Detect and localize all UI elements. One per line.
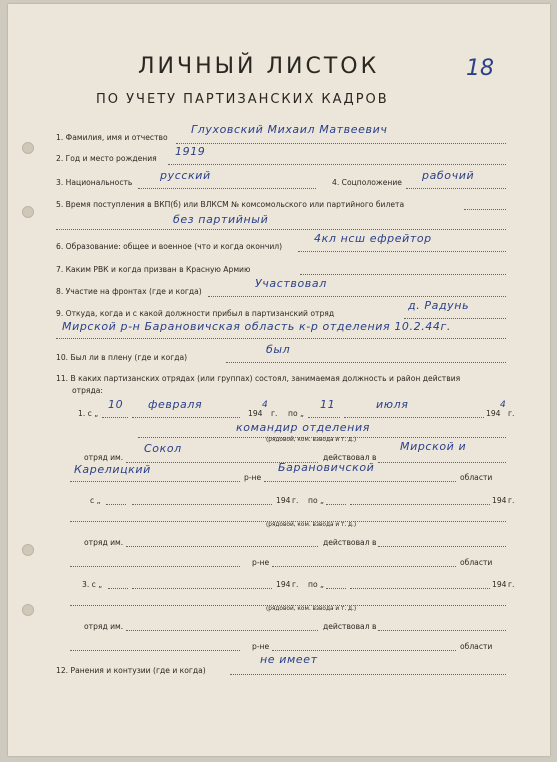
row3-oblast-label: области — [460, 642, 493, 651]
row3-deistvoval-label: действовал в — [323, 622, 377, 631]
field-11-label-cont: отряда: — [72, 386, 103, 395]
field-11-label: 11. В каких партизанских отрядах (или группах) состоял, занимаемая должность и район действия — [56, 374, 461, 383]
row2-num: с „ — [90, 496, 101, 505]
dotted-line — [56, 229, 506, 230]
field-8-value: Участвовал — [255, 277, 327, 290]
row2-po: по „ — [308, 496, 324, 505]
row1-district-value: Карелицкий — [74, 463, 151, 476]
field-12-label: 12. Ранения и контузии (где и когда) — [56, 666, 206, 675]
field-2-value: 1919 — [175, 145, 206, 158]
dotted-line — [70, 650, 240, 651]
field-1-value: Глуховский Михаил Матвеевич — [191, 123, 388, 136]
row1-day-to: 11 — [320, 398, 336, 411]
field-5-value: без партийный — [173, 213, 269, 226]
dotted-line — [132, 504, 272, 505]
dotted-line — [378, 630, 506, 631]
dotted-line — [326, 504, 346, 505]
form-title: ЛИЧНЫЙ ЛИСТОК — [138, 54, 380, 79]
dotted-line — [308, 417, 340, 418]
field-10-label: 10. Был ли в плену (где и когда) — [56, 353, 188, 362]
row1-rne-label: р-не — [244, 473, 262, 482]
row3-year-to: 194 — [492, 580, 507, 589]
row1-year-to-prefix: 194 — [486, 409, 501, 418]
row1-month-to: июля — [376, 398, 409, 411]
row2-deistvoval-label: действовал в — [323, 538, 377, 547]
field-4-value: рабочий — [422, 169, 475, 182]
dotted-line — [464, 209, 506, 210]
dotted-line — [102, 417, 128, 418]
row1-oblast-label: области — [460, 473, 493, 482]
row1-year-label: г. — [271, 409, 278, 418]
row3-year-from-label: г. — [292, 580, 299, 589]
field-9-value-2: Мирской р-н Барановичская область к-р отделения 10.2.44г. — [62, 320, 451, 333]
dotted-line — [378, 462, 506, 463]
row3-year-to-label: г. — [508, 580, 515, 589]
handwritten-number: 18 — [466, 56, 494, 81]
dotted-line — [126, 546, 318, 547]
dotted-line — [272, 566, 456, 567]
dotted-line — [264, 481, 456, 482]
dotted-line — [300, 274, 506, 275]
field-9-value-1: д. Радунь — [408, 299, 470, 312]
dotted-line — [378, 546, 506, 547]
dotted-line — [168, 164, 506, 165]
field-6-value: 4кл нсш ефрейтор — [314, 232, 432, 245]
row2-otryad-label: отряд им. — [84, 538, 124, 547]
punch-hole — [22, 206, 34, 218]
dotted-line — [126, 630, 318, 631]
field-4-label: 4. Соцположение — [332, 178, 402, 187]
row2-position-caption: (рядовой, ком. взвода и т. д.) — [266, 522, 357, 528]
row3-num: 3. с „ — [82, 580, 103, 589]
dotted-line — [70, 566, 240, 567]
row1-month-from: февраля — [148, 398, 203, 411]
row1-position-caption: (рядовой, ком. взвода и т. д.) — [266, 437, 357, 443]
row1-year-from-prefix: 194 — [248, 409, 263, 418]
form-subtitle: ПО УЧЕТУ ПАРТИЗАНСКИХ КАДРОВ — [96, 92, 389, 107]
row2-year-from-label: г. — [292, 496, 299, 505]
row1-po: по „ — [288, 409, 304, 418]
row2-year-to-label: г. — [508, 496, 515, 505]
row3-otryad-label: отряд им. — [84, 622, 124, 631]
dotted-line — [138, 188, 316, 189]
punch-hole — [22, 604, 34, 616]
row2-rne-label: р-не — [252, 558, 270, 567]
row3-rne-label: р-не — [252, 642, 270, 651]
dotted-line — [108, 588, 128, 589]
field-10-value: был — [266, 343, 291, 356]
row3-year-from: 194 — [276, 580, 291, 589]
field-2-label: 2. Год и место рождения — [56, 154, 157, 163]
form-sheet — [8, 4, 550, 756]
field-1-label: 1. Фамилия, имя и отчество — [56, 133, 168, 142]
dotted-line — [176, 143, 506, 144]
row1-oblast-value: Барановичской — [278, 461, 375, 474]
field-3-value: русский — [160, 169, 211, 182]
row3-po: по „ — [308, 580, 324, 589]
row1-deistvoval-value: Мирской и — [400, 440, 467, 453]
punch-hole — [22, 544, 34, 556]
row1-otryad-value: Сокол — [144, 442, 182, 455]
row1-year-to-suffix: 4 — [500, 400, 507, 410]
row1-num: 1. с „ — [78, 409, 99, 418]
punch-hole — [22, 142, 34, 154]
dotted-line — [298, 251, 506, 252]
row2-year-to: 194 — [492, 496, 507, 505]
dotted-line — [56, 338, 506, 339]
field-5-label: 5. Время поступления в ВКП(б) или ВЛКСМ № комсомольского или партийного билета — [56, 200, 405, 209]
row1-day-from: 10 — [108, 398, 124, 411]
row3-position-caption: (рядовой, ком. взвода и т. д.) — [266, 606, 357, 612]
row2-oblast-label: области — [460, 558, 493, 567]
field-7-label: 7. Каким РВК и когда призван в Красную Армию — [56, 265, 251, 274]
dotted-line — [272, 650, 456, 651]
dotted-line — [230, 674, 506, 675]
dotted-line — [106, 504, 126, 505]
dotted-line — [70, 481, 240, 482]
dotted-line — [326, 588, 346, 589]
dotted-line — [208, 296, 506, 297]
dotted-line — [406, 188, 506, 189]
dotted-line — [226, 362, 506, 363]
dotted-line — [350, 504, 490, 505]
dotted-line — [132, 417, 240, 418]
field-9-label: 9. Откуда, когда и с какой должности прибыл в партизанский отряд — [56, 309, 335, 318]
field-6-label: 6. Образование: общее и военное (что и когда окончил) — [56, 242, 283, 251]
dotted-line — [344, 417, 484, 418]
row2-year-from: 194 — [276, 496, 291, 505]
row1-position: командир отделения — [236, 421, 370, 434]
field-12-value: не имеет — [260, 653, 318, 666]
dotted-line — [350, 588, 490, 589]
field-3-label: 3. Национальность — [56, 178, 133, 187]
dotted-line — [404, 318, 506, 319]
row1-otryad-label: отряд им. — [84, 453, 124, 462]
field-8-label: 8. Участие на фронтах (где и когда) — [56, 287, 202, 296]
row1-deistvoval-label: действовал в — [323, 453, 377, 462]
row1-year-to-label: г. — [508, 409, 515, 418]
dotted-line — [132, 588, 272, 589]
row1-year-from-suffix: 4 — [262, 400, 269, 410]
